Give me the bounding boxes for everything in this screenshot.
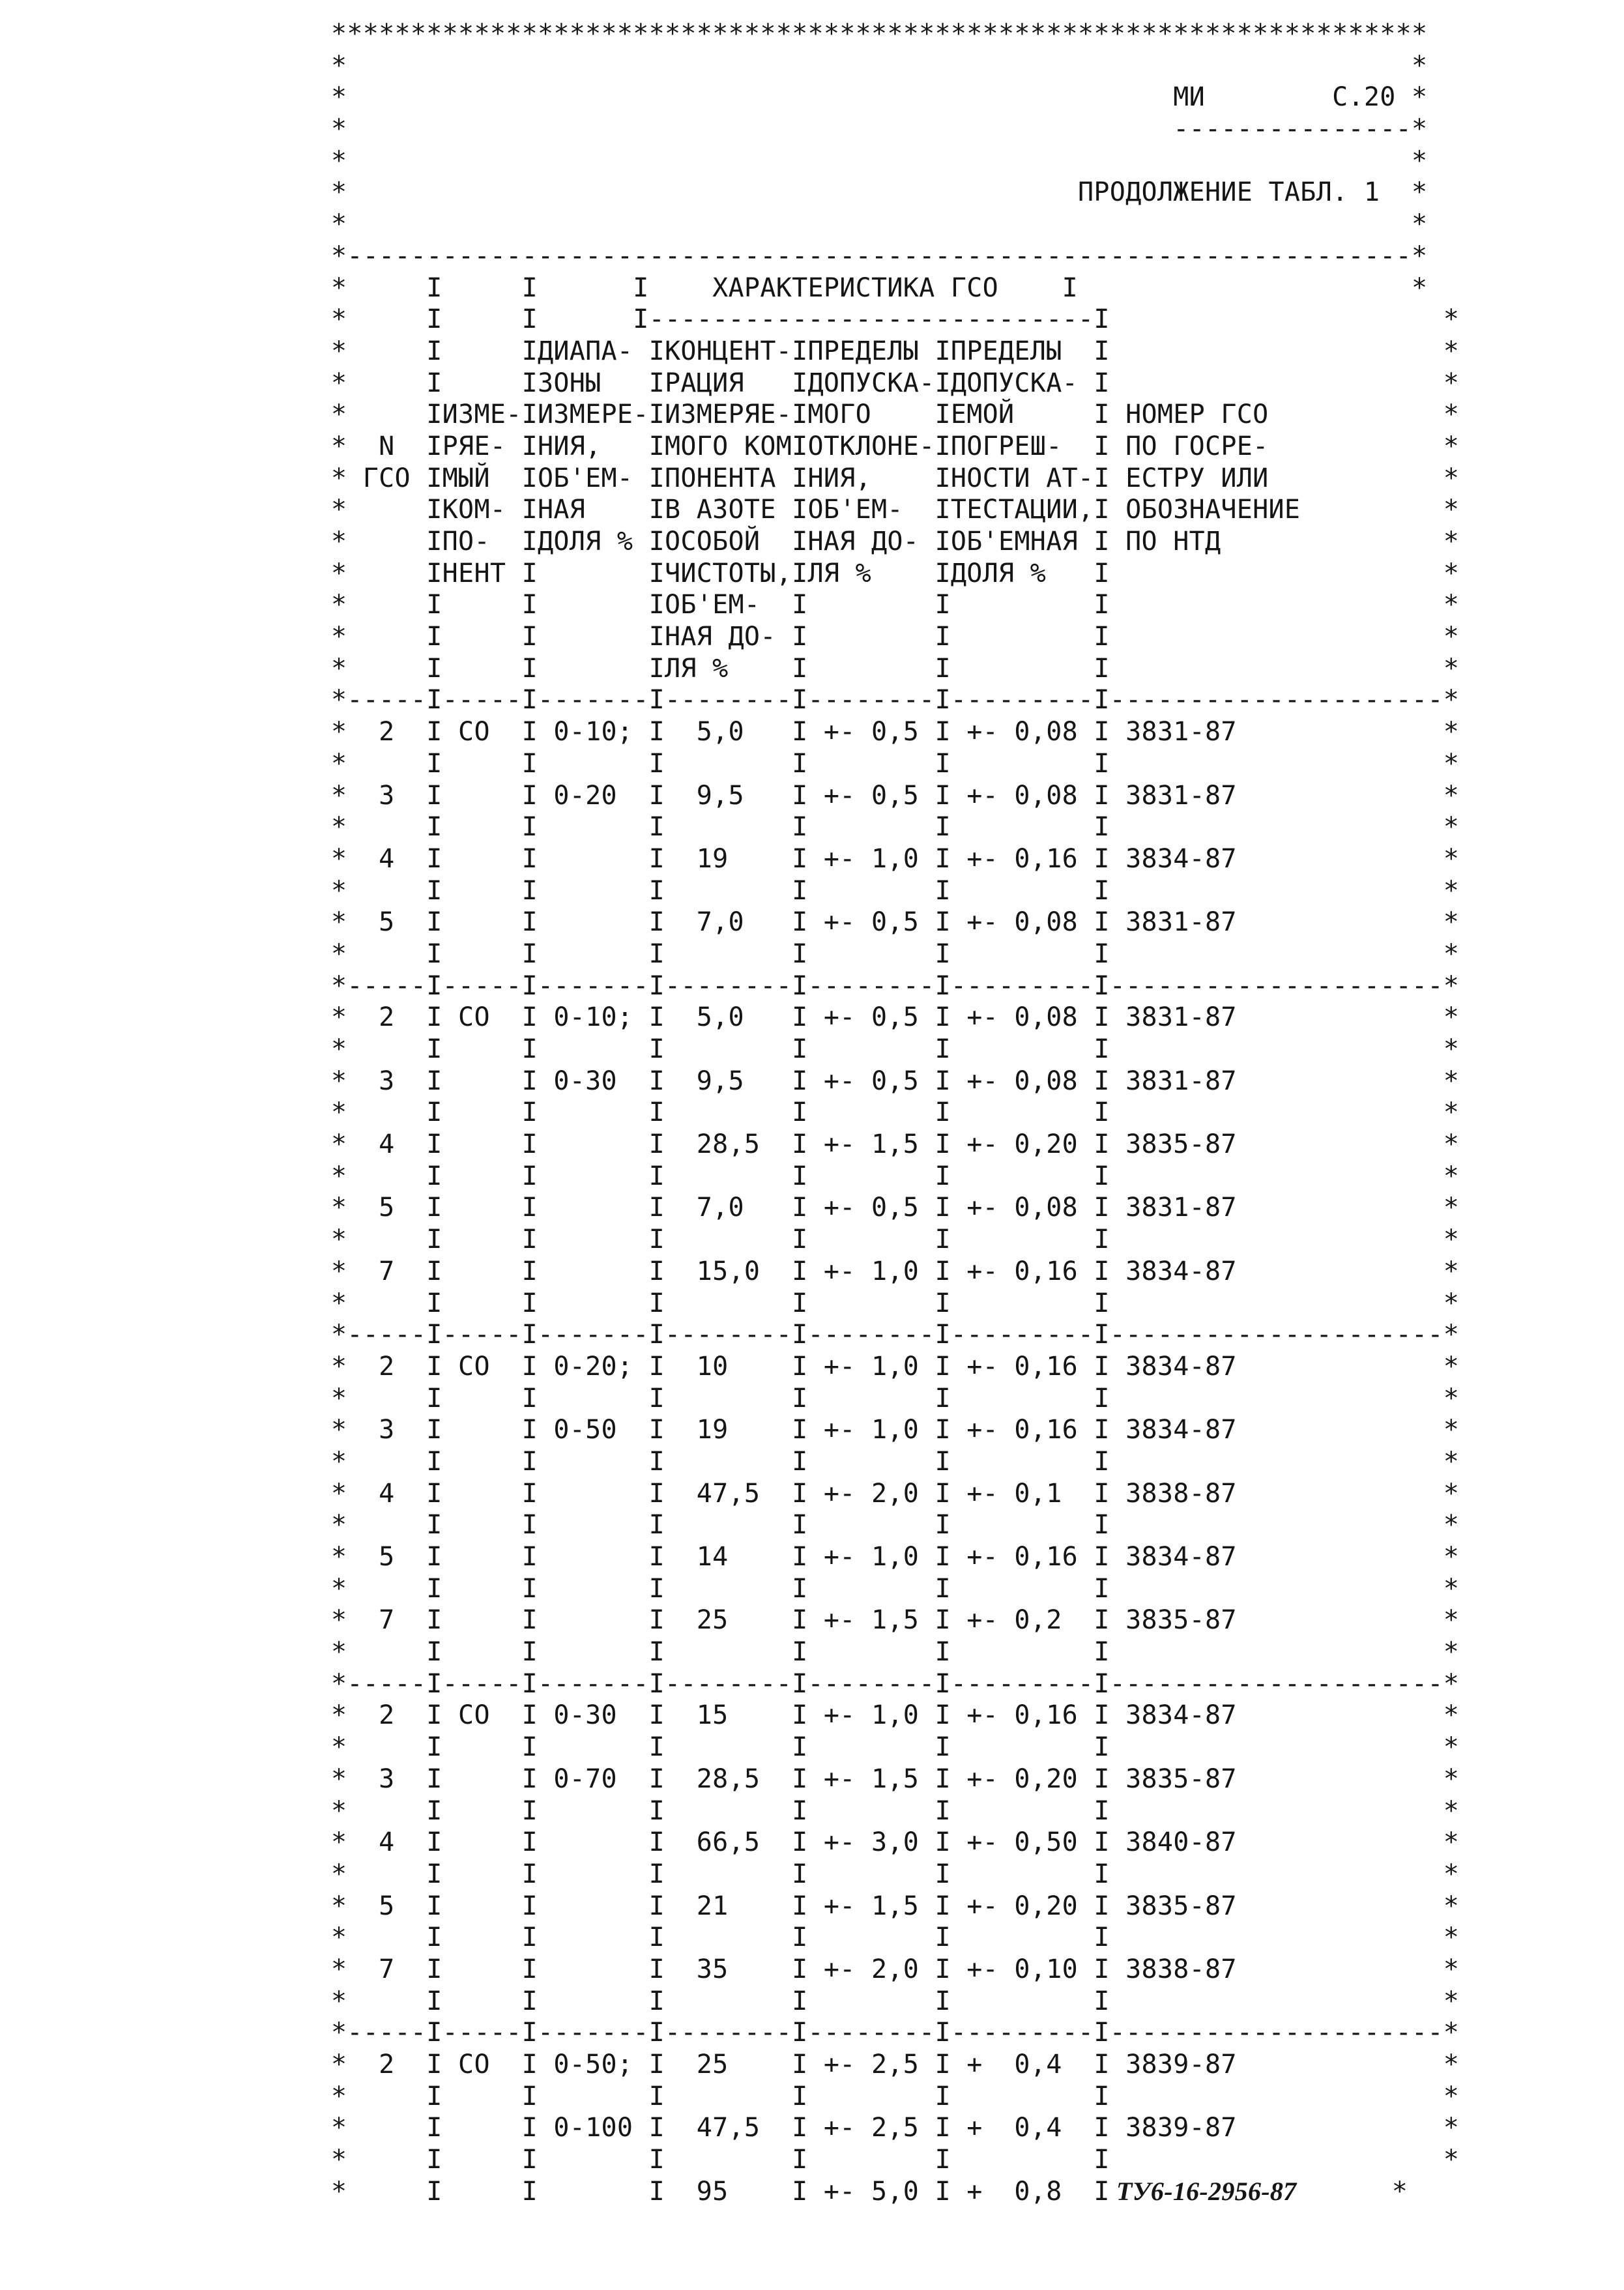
printout-line: * 2 I CO I 0-20; I 10 I +- 1,0 I +- 0,16 I 3834-87 * — [331, 1351, 1460, 1382]
printout-line: * I I I I I I * — [331, 1986, 1460, 2016]
printout-line: * ПРОДОЛЖЕНИЕ ТАБЛ. 1 * — [331, 177, 1428, 208]
printout-line: * 5 I I I 7,0 I +- 0,5 I +- 0,08 I 3831-87 * — [331, 907, 1460, 938]
printout-line: ********************************************************************* — [331, 19, 1428, 49]
printout-line: * I I I I I I * — [331, 1161, 1460, 1191]
printout-line: * 2 I CO I 0-10; I 5,0 I +- 0,5 I +- 0,08 I 3831-87 * — [331, 717, 1460, 747]
printout-line: * 5 I I I 21 I +- 1,5 I +- 0,20 I 3835-87 * — [331, 1891, 1460, 1921]
printout-line: * 4 I I I 19 I +- 1,0 I +- 0,16 I 3834-87 * — [331, 843, 1460, 874]
handwritten-note: ТУ6-16-2956-87 — [1109, 2176, 1297, 2206]
printout-line: * I I I I I I * — [331, 2081, 1460, 2111]
printout-line: * I I I I I I * — [331, 1446, 1460, 1477]
printout-line: * 3 I I 0-30 I 9,5 I +- 0,5 I +- 0,08 I 3831-87 * — [331, 1065, 1460, 1096]
printout-line: * IКОМ- IНАЯ IВ АЗОТЕ IОБ'ЕМ- IТЕСТАЦИИ,I ОБОЗНАЧЕНИЕ * — [331, 495, 1460, 525]
printout-line: *-----I-----I-------I--------I--------I---------I---------------------* — [331, 1320, 1460, 1350]
printout-line: * I I I I I I * — [331, 748, 1460, 779]
printout-line: * * — [331, 145, 1428, 176]
printout-line: * I I I I I I * — [331, 812, 1460, 843]
printout-line: * I IЗОНЫ IРАЦИЯ IДОПУСКА-IДОПУСКА- I * — [331, 368, 1460, 398]
printout-line: * 7 I I I 15,0 I +- 1,0 I +- 0,16 I 3834-87 * — [331, 1256, 1460, 1286]
printout-line: * 3 I I 0-50 I 19 I +- 1,0 I +- 0,16 I 3834-87 * — [331, 1415, 1460, 1445]
printout-line: * I I 0-100 I 47,5 I +- 2,5 I + 0,4 I 3839-87 * — [331, 2113, 1460, 2143]
printout-line: * IПО- IДОЛЯ % IОСОБОЙ IНАЯ ДО- IОБ'ЕМНАЯ I ПО НТД * — [331, 527, 1460, 557]
printout-line: * 3 I I 0-20 I 9,5 I +- 0,5 I +- 0,08 I 3831-87 * — [331, 780, 1460, 811]
printout-line: * I I I I I I * — [331, 1510, 1460, 1541]
printout-line: * ГСО IМЫЙ IОБ'ЕМ- IПОНЕНТА IНИЯ, IНОСТИ АТ-I ЕСТРУ ИЛИ * — [331, 463, 1460, 493]
printout-line: *-----I-----I-------I--------I--------I---------I---------------------* — [331, 1668, 1460, 1699]
printout-line: *-------------------------------------------------------------------* — [331, 240, 1428, 271]
printout-line: * I I I I I I * — [331, 938, 1460, 969]
printout-line: * I I I I I I * — [331, 1859, 1460, 1889]
printout-line: *-----I-----I-------I--------I--------I---------I---------------------* — [331, 685, 1460, 716]
printout-line: * I I I I I I * — [331, 1097, 1460, 1128]
printout-line: * 2 I CO I 0-30 I 15 I +- 1,0 I +- 0,16 I 3834-87 * — [331, 1700, 1460, 1731]
printout-line: * I I IЛЯ % I I I * — [331, 653, 1460, 684]
printout-line: * ---------------* — [331, 114, 1428, 145]
printout-line: * I I I I I I * — [331, 1637, 1460, 1668]
printout-line: * I I IНАЯ ДО- I I I * — [331, 622, 1460, 652]
printout-line: * I I I----------------------------I * — [331, 304, 1460, 335]
printout-line: * I I I I I I * — [331, 1732, 1460, 1763]
printout-line: * 7 I I I 35 I +- 2,0 I +- 0,10 I 3838-87 * — [331, 1954, 1460, 1984]
border-star: * — [1296, 2176, 1408, 2207]
printout-line: *-----I-----I-------I--------I--------I---------I---------------------* — [331, 970, 1460, 1001]
printout-line: * I I I ХАРАКТЕРИСТИКА ГСО I * — [331, 272, 1428, 303]
printout-line: * I I IОБ'ЕМ- I I I * — [331, 590, 1460, 620]
printout-line: * I I I 95 I +- 5,0 I + 0,8 I ТУ6-16-2956-87 * — [331, 2176, 1408, 2207]
printout-line: * I I I I I I * — [331, 1225, 1460, 1255]
printout-line: *-----I-----I-------I--------I--------I---------I---------------------* — [331, 2018, 1460, 2048]
printout-line: * IНЕНТ I IЧИСТОТЫ,IЛЯ % IДОЛЯ % I * — [331, 558, 1460, 588]
printout-line: * I I I I I I * — [331, 1288, 1460, 1318]
printout-page — [331, 18, 1459, 2207]
printout-line: * 5 I I I 7,0 I +- 0,5 I +- 0,08 I 3831-87 * — [331, 1193, 1460, 1223]
printout-line: * 5 I I I 14 I +- 1,0 I +- 0,16 I 3834-87 * — [331, 1542, 1460, 1572]
printout-line: * 4 I I I 66,5 I +- 3,0 I +- 0,50 I 3840-87 * — [331, 1827, 1460, 1858]
printout-line: * I I I I I I * — [331, 1573, 1460, 1604]
printout-line: * 4 I I I 28,5 I +- 1,5 I +- 0,20 I 3835-87 * — [331, 1129, 1460, 1160]
printout-line: * I I I I I I * — [331, 875, 1460, 906]
printout-line: * * — [331, 209, 1428, 240]
printout-line: * МИ С.20 * — [331, 82, 1428, 113]
printout-line: * * — [331, 50, 1428, 81]
printout-line: * 3 I I 0-70 I 28,5 I +- 1,5 I +- 0,20 I 3835-87 * — [331, 1763, 1460, 1794]
printout-line: * I I I I I I * — [331, 1922, 1460, 1953]
printout-line: * 7 I I I 25 I +- 1,5 I +- 0,2 I 3835-87 * — [331, 1605, 1460, 1636]
printout-line: * IИЗМЕ-IИЗМЕРЕ-IИЗМЕРЯЕ-IМОГО IЕМОЙ I НОМЕР ГСО * — [331, 399, 1460, 430]
printout-line: * I I I I I I * — [331, 1383, 1460, 1413]
printout-line: * 4 I I I 47,5 I +- 2,0 I +- 0,1 I 3838-87 * — [331, 1478, 1460, 1509]
printout-line: * N IРЯЕ- IНИЯ, IМОГО КОМIОТКЛОНЕ-IПОГРЕШ- I ПО ГОСРЕ- * — [331, 431, 1460, 461]
printout-line: * 2 I CO I 0-10; I 5,0 I +- 0,5 I +- 0,08 I 3831-87 * — [331, 1002, 1460, 1033]
printout-line: * 2 I CO I 0-50; I 25 I +- 2,5 I + 0,4 I 3839-87 * — [331, 2050, 1460, 2080]
printout-line: * I I I I I I * — [331, 2145, 1460, 2175]
printout-line: * I I I I I I * — [331, 1795, 1460, 1826]
printout-line: * I I I I I I * — [331, 1034, 1460, 1064]
printout-line: * I IДИАПА- IКОНЦЕНТ-IПРЕДЕЛЫ IПРЕДЕЛЫ I * — [331, 336, 1460, 366]
